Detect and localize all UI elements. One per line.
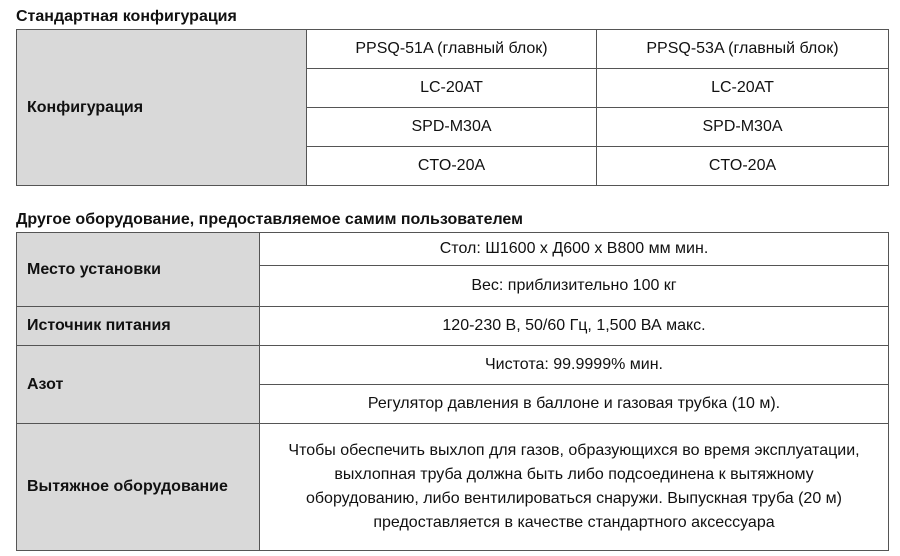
value-cell: Вес: приблизительно 100 кг <box>260 266 889 307</box>
row-label: Вытяжное оборудование <box>17 424 260 551</box>
config-cell: LC-20AT <box>597 69 889 108</box>
config-cell: LC-20AT <box>307 69 597 108</box>
table-row <box>17 307 889 346</box>
value-cell: Регулятор давления в баллоне и газовая трубка (10 м). <box>260 385 889 424</box>
config-cell: CTO-20A <box>307 147 597 186</box>
value-cell: Чистота: 99.9999% мин. <box>260 346 889 385</box>
value-cell: 120-230 В, 50/60 Гц, 1,500 ВА макс. <box>260 307 889 346</box>
config-cell: CTO-20A <box>597 147 889 186</box>
standard-config-table <box>16 29 889 186</box>
table-row <box>17 424 889 551</box>
config-cell: SPD-M30A <box>307 108 597 147</box>
table-row <box>17 30 889 69</box>
section1-title: Стандартная конфигурация <box>16 8 237 25</box>
row-label: Место установки <box>17 233 260 307</box>
table-row <box>17 233 889 266</box>
table-row <box>17 346 889 385</box>
row-label: Азот <box>17 346 260 424</box>
row-label: Источник питания <box>17 307 260 346</box>
user-equipment-table <box>16 232 889 551</box>
config-label: Конфигурация <box>17 30 307 186</box>
config-cell: PPSQ-53A (главный блок) <box>597 30 889 69</box>
value-cell: Чтобы обеспечить выхлоп для газов, образующихся во время эксплуатации, выхлопная труба должна быть либо подсоединена к вытяжному оборудованию, либо вентилироваться снаружи. Выпускная труба (20 м) предоставляется в качестве стандартного аксессуара <box>260 424 889 551</box>
section2-title: Другое оборудование, предоставляемое самим пользователем <box>16 211 523 228</box>
config-cell: PPSQ-51A (главный блок) <box>307 30 597 69</box>
value-cell: Стол: Ш1600 х Д600 х В800 мм мин. <box>260 233 889 266</box>
config-cell: SPD-M30A <box>597 108 889 147</box>
